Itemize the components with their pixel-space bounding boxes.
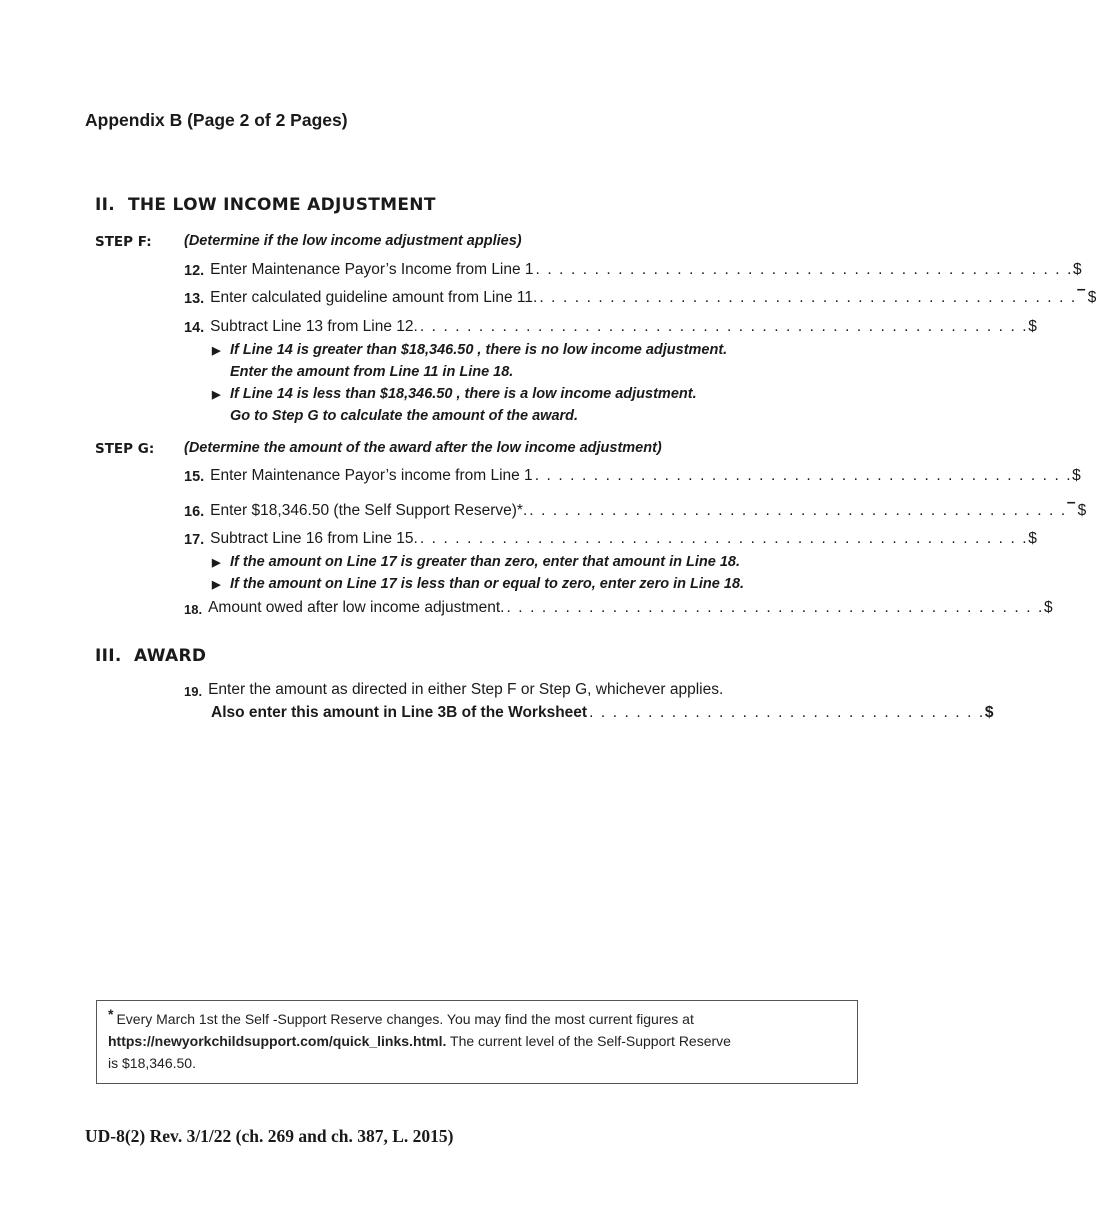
arrow-right-icon: ▶ bbox=[212, 389, 221, 401]
arrow-right-icon: ▶ bbox=[212, 579, 221, 591]
step-g-label: STEP G: bbox=[95, 441, 155, 457]
form-line-14 bbox=[184, 314, 1037, 336]
section-title: AWARD bbox=[134, 646, 207, 666]
form-line-13 bbox=[184, 281, 1096, 307]
instruction-note: ▶ If the amount on Line 17 is greater than zero, enter that amount in Line 18. ▶ If the amount on Line 17 is less than or equal to zero, enter zero in Line 18. bbox=[212, 552, 744, 596]
leader-dots: . . . . . . . . . . . . . . . . . . . . . . . . . . . . . . . . . . . . . . . . . . . . . . bbox=[535, 261, 1074, 278]
line-number: 15. bbox=[184, 469, 205, 485]
arrow-right-icon: ▶ bbox=[212, 557, 221, 569]
footnote-text: is $18,346.50. bbox=[108, 1055, 196, 1071]
footnote-text: Every March 1st the Self -Support Reserve changes. You may find the most current figures at bbox=[116, 1011, 694, 1027]
footnote-url-link[interactable]: https://newyorkchildsupport.com/quick_links.html. bbox=[108, 1033, 447, 1049]
line-text: Enter Maintenance Payor’s Income from Line 1 bbox=[210, 261, 534, 278]
dollar-sign: $ bbox=[1028, 530, 1037, 547]
leader-dots: . . . . . . . . . . . . . . . . . . . . . . . . . . . . . . . . . . . . . . . . . . . . . . . . . . . . bbox=[419, 530, 1029, 547]
step-g-description: (Determine the amount of the award after the low income adjustment) bbox=[184, 440, 662, 456]
dollar-sign: $ bbox=[1087, 289, 1096, 306]
footnote-box bbox=[96, 1000, 858, 1084]
instruction-note: ▶ If Line 14 is less than $18,346.50 , there is a low income adjustment. Go to Step G to calculate the amount of the award. bbox=[212, 386, 697, 424]
form-revision-footer: UD-8(2) Rev. 3/1/22 (ch. 269 and ch. 387, L. 2015) bbox=[85, 1126, 454, 1146]
form-line-18 bbox=[184, 595, 1053, 617]
line-number: 17. bbox=[184, 532, 205, 548]
step-f-label: STEP F: bbox=[95, 234, 152, 250]
line-text: Subtract Line 16 from Line 15. bbox=[210, 530, 418, 547]
line-number: 14. bbox=[184, 320, 205, 336]
footnote-asterisk: * bbox=[108, 1006, 114, 1022]
section-number: III. bbox=[95, 646, 122, 666]
dollar-sign: $ bbox=[1077, 502, 1087, 519]
line-text: Also enter this amount in Line 3B of the Worksheet bbox=[211, 704, 588, 721]
leader-dots: . . . . . . . . . . . . . . . . . . . . . . . . . . . . . . . . . . bbox=[589, 704, 985, 721]
line-number: 16. bbox=[184, 504, 205, 520]
dollar-sign: $ bbox=[1072, 467, 1081, 484]
minus-sign: – bbox=[1076, 281, 1086, 298]
footnote-text: The current level of the Self-Support Reserve bbox=[446, 1033, 731, 1049]
line-number: 18. bbox=[184, 602, 203, 617]
section-heading-low-income bbox=[95, 195, 436, 215]
line-text: Enter $18,346.50 (the Self Support Reserve)*. bbox=[210, 502, 528, 519]
form-line-12 bbox=[184, 257, 1082, 279]
section-heading-award bbox=[95, 646, 206, 666]
leader-dots: . . . . . . . . . . . . . . . . . . . . . . . . . . . . . . . . . . . . . . . . . . . . . . . . . . . . bbox=[419, 318, 1029, 335]
line-number: 12. bbox=[184, 263, 205, 279]
form-line-19 bbox=[184, 679, 854, 699]
arrow-right-icon: ▶ bbox=[212, 345, 221, 357]
instruction-note: ▶ If Line 14 is greater than $18,346.50 , there is no low income adjustment. Enter the amount from Line 11 in Line 18. bbox=[212, 342, 728, 380]
line-text: Enter the amount as directed in either Step F or Step G, whichever applies. bbox=[208, 681, 724, 698]
dollar-sign: $ bbox=[1043, 599, 1053, 616]
line-text: Enter Maintenance Payor’s income from Line 1 bbox=[210, 467, 533, 484]
minus-sign: – bbox=[1066, 494, 1076, 511]
line-text: Enter calculated guideline amount from Line 11. bbox=[210, 289, 538, 306]
leader-dots: . . . . . . . . . . . . . . . . . . . . . . . . . . . . . . . . . . . . . . . . . . . . . . bbox=[529, 502, 1067, 519]
dollar-sign: $ bbox=[984, 704, 994, 721]
line-text: Subtract Line 13 from Line 12. bbox=[210, 318, 418, 335]
leader-dots: . . . . . . . . . . . . . . . . . . . . . . . . . . . . . . . . . . . . . . . . . . . . . . bbox=[539, 289, 1077, 306]
appendix-title: Appendix B (Page 2 of 2 Pages) bbox=[85, 110, 348, 130]
form-line-17 bbox=[184, 526, 1037, 548]
line-number: 19. bbox=[184, 684, 203, 699]
line-number: 13. bbox=[184, 291, 205, 307]
leader-dots: . . . . . . . . . . . . . . . . . . . . . . . . . . . . . . . . . . . . . . . . . . . . . . bbox=[534, 467, 1073, 484]
section-title: THE LOW INCOME ADJUSTMENT bbox=[128, 195, 436, 215]
dollar-sign: $ bbox=[1028, 318, 1037, 335]
line-text: Amount owed after low income adjustment. bbox=[208, 599, 505, 616]
form-line-16 bbox=[184, 494, 1087, 520]
section-number: II. bbox=[95, 195, 116, 215]
leader-dots: . . . . . . . . . . . . . . . . . . . . . . . . . . . . . . . . . . . . . . . . . . . . . . bbox=[506, 599, 1044, 616]
form-line-19-continued bbox=[211, 700, 994, 722]
dollar-sign: $ bbox=[1073, 261, 1082, 278]
step-f-description: (Determine if the low income adjustment applies) bbox=[184, 233, 522, 249]
form-line-15 bbox=[184, 463, 1081, 485]
